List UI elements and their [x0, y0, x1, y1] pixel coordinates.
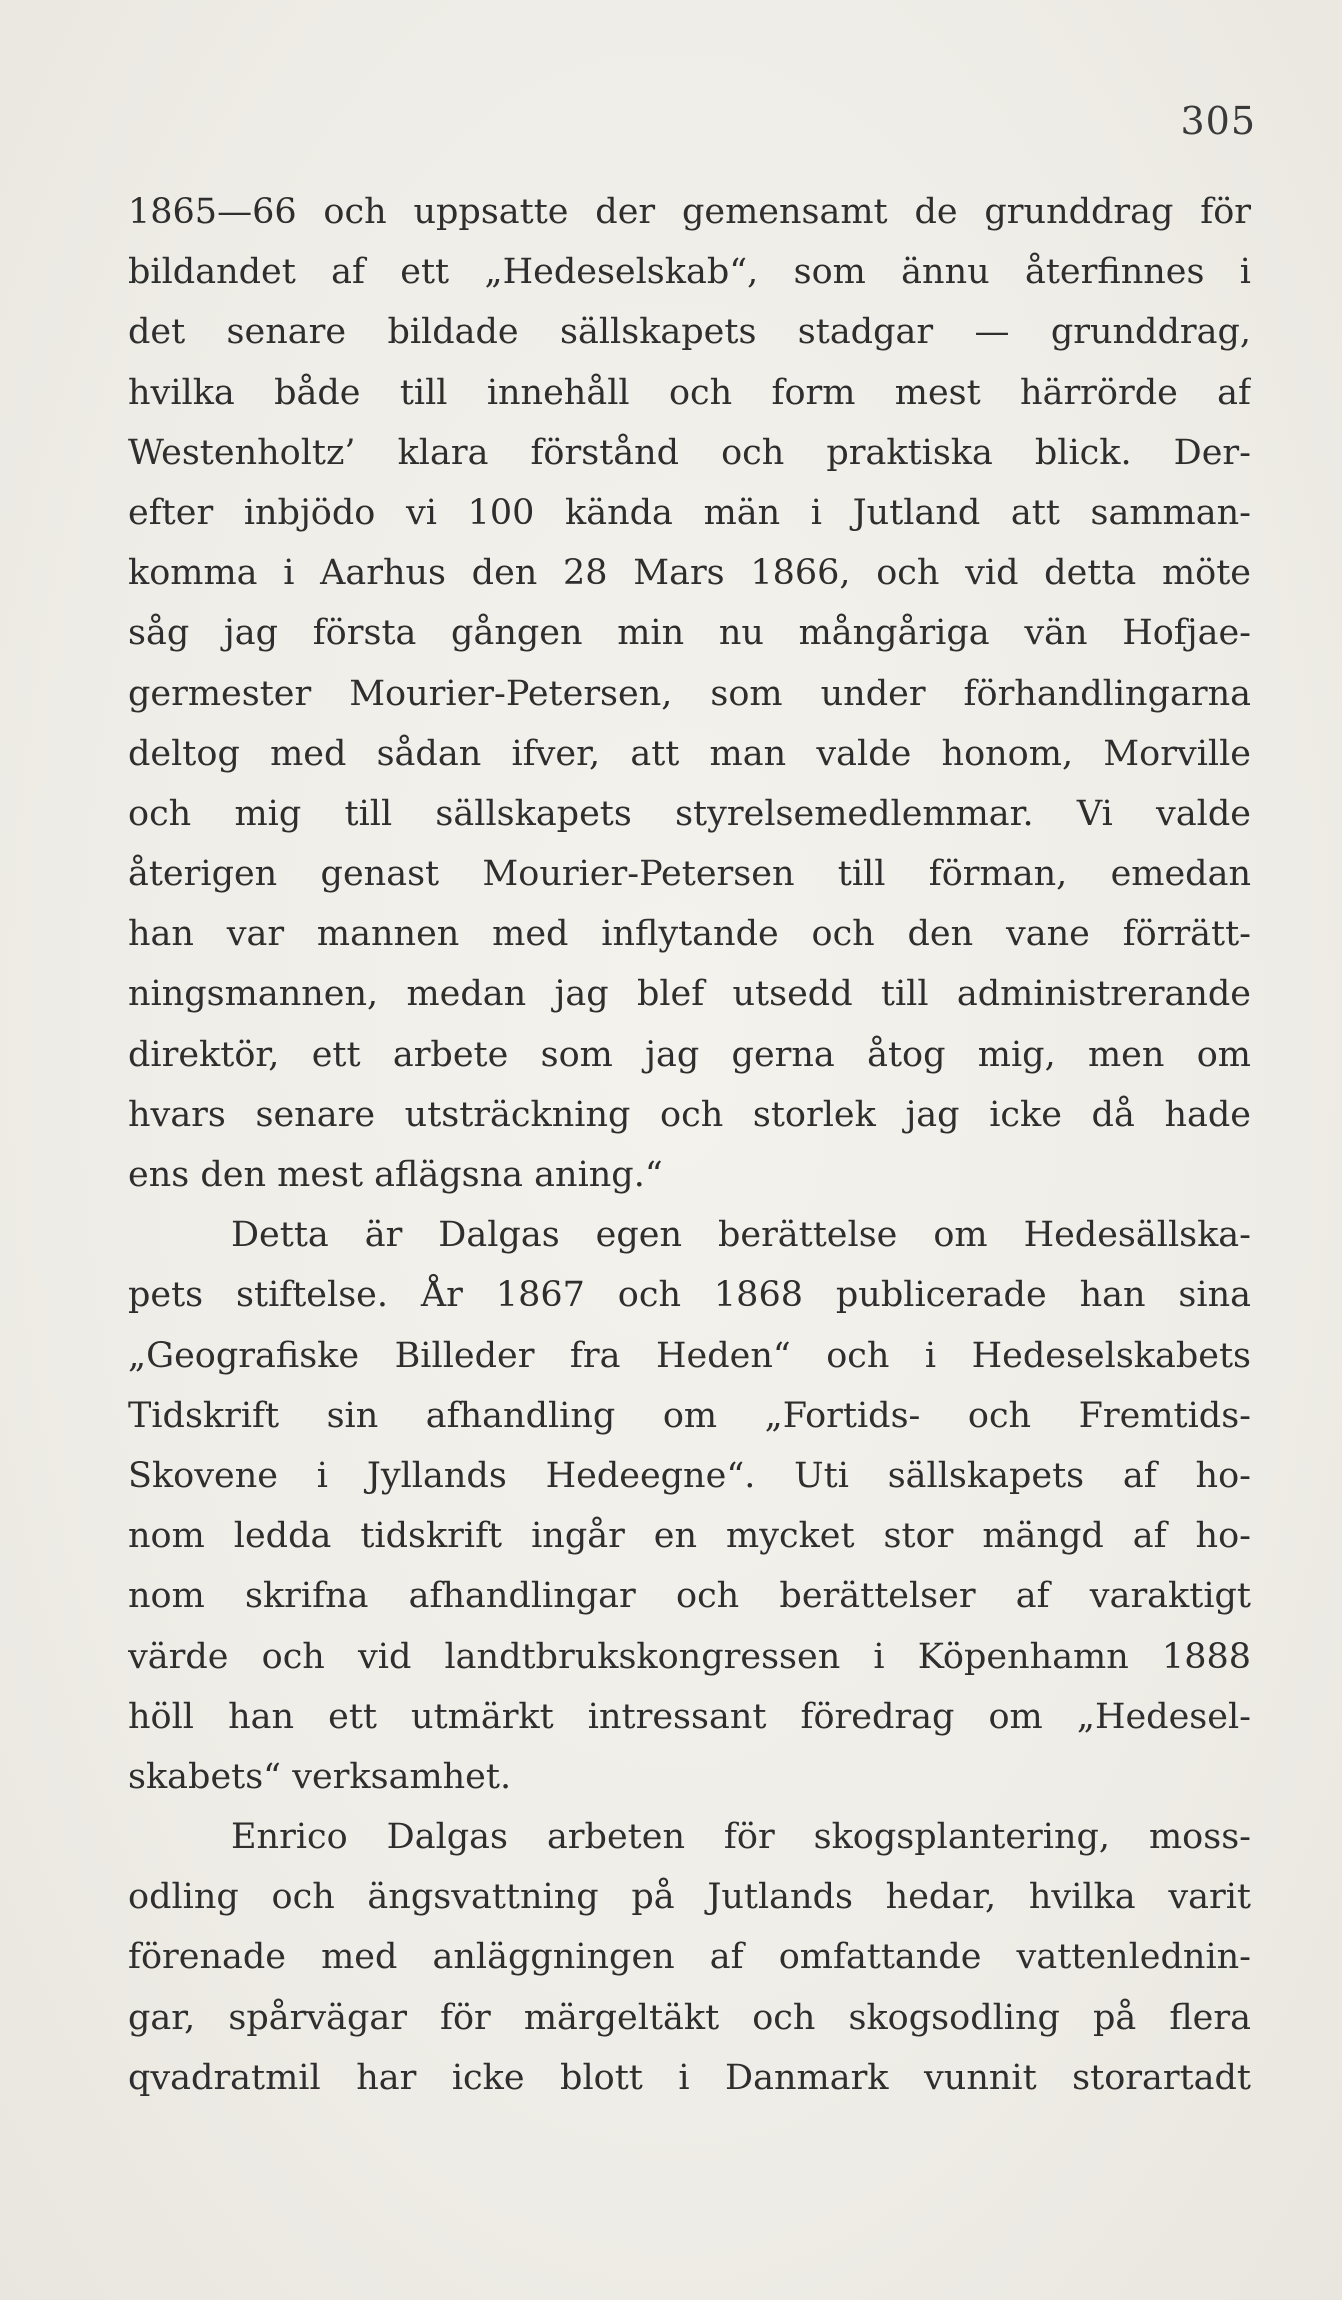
- text-line: germester Mourier-Petersen, som under förhandlingarna: [128, 673, 1251, 714]
- text-line: direktör, ett arbete som jag gerna åtog mig, men om: [128, 1034, 1251, 1075]
- text-line: qvadratmil har icke blott i Danmark vunnit storartadt: [128, 2057, 1251, 2098]
- text-line: Westenholtz’ klara förstånd och praktiska blick. Der-: [128, 432, 1251, 473]
- text-line: komma i Aarhus den 28 Mars 1866, och vid detta möte: [128, 553, 1251, 594]
- text-line: höll han ett utmärkt intressant föredrag om „Hedesel-: [128, 1696, 1251, 1737]
- text-line: 1865—66 och uppsatte der gemensamt de grunddrag för: [128, 192, 1251, 232]
- text-line: återigen genast Mourier-Petersen till förman, emedan: [128, 854, 1251, 895]
- text-line: värde och vid landtbrukskongressen i Köpenhamn 1888: [128, 1636, 1251, 1677]
- body-text: [128, 182, 1251, 2108]
- text-line: Enrico Dalgas arbeten för skogsplantering, moss-: [231, 1817, 1251, 1858]
- text-line: Skovene i Jyllands Hedeegne“. Uti sällskapets af ho-: [128, 1455, 1251, 1496]
- text-line: nom skrifna afhandlingar och berättelser af varaktigt: [128, 1576, 1251, 1617]
- text-line: efter inbjödo vi 100 kända män i Jutland att samman-: [128, 492, 1251, 533]
- text-line: hvars senare utsträckning och storlek jag icke då hade: [128, 1094, 1251, 1135]
- text-line: det senare bildade sällskapets stadgar — grunddrag,: [128, 312, 1251, 353]
- text-line: skabets“ verksamhet.: [128, 1756, 512, 1797]
- text-line: odling och ängsvattning på Jutlands hedar, hvilka varit: [128, 1877, 1251, 1918]
- text-line: ens den mest aflägsna aning.“: [128, 1155, 663, 1195]
- text-line: såg jag första gången min nu mångåriga vän Hofjae-: [128, 613, 1251, 654]
- text-line: ningsmannen, medan jag blef utsedd till administrerande: [128, 974, 1251, 1015]
- text-line: förenade med anläggningen af omfattande vattenlednin-: [128, 1937, 1251, 1978]
- text-line: bildandet af ett „Hedeselskab“, som ännu återfinnes i: [128, 252, 1251, 293]
- text-line: „Geografiske Billeder fra Heden“ och i Hedeselskabets: [128, 1335, 1251, 1376]
- text-line: deltog med sådan ifver, att man valde honom, Morville: [128, 733, 1251, 774]
- text-line: nom ledda tidskrift ingår en mycket stor mängd af ho-: [128, 1516, 1251, 1557]
- text-line: han var mannen med inflytande och den vane förrätt-: [128, 914, 1251, 955]
- text-line: Tidskrift sin afhandling om „Fortids- och Fremtids-: [128, 1395, 1251, 1436]
- page-number: 305: [1180, 99, 1256, 143]
- text-line: Detta är Dalgas egen berättelse om Hedesällska-: [231, 1215, 1251, 1256]
- text-line: gar, spårvägar för märgeltäkt och skogsodling på flera: [128, 1997, 1251, 2038]
- text-line: pets stiftelse. År 1867 och 1868 publicerade han sina: [128, 1275, 1251, 1316]
- text-line: och mig till sällskapets styrelsemedlemmar. Vi valde: [128, 793, 1251, 834]
- text-line: hvilka både till innehåll och form mest härrörde af: [128, 372, 1251, 413]
